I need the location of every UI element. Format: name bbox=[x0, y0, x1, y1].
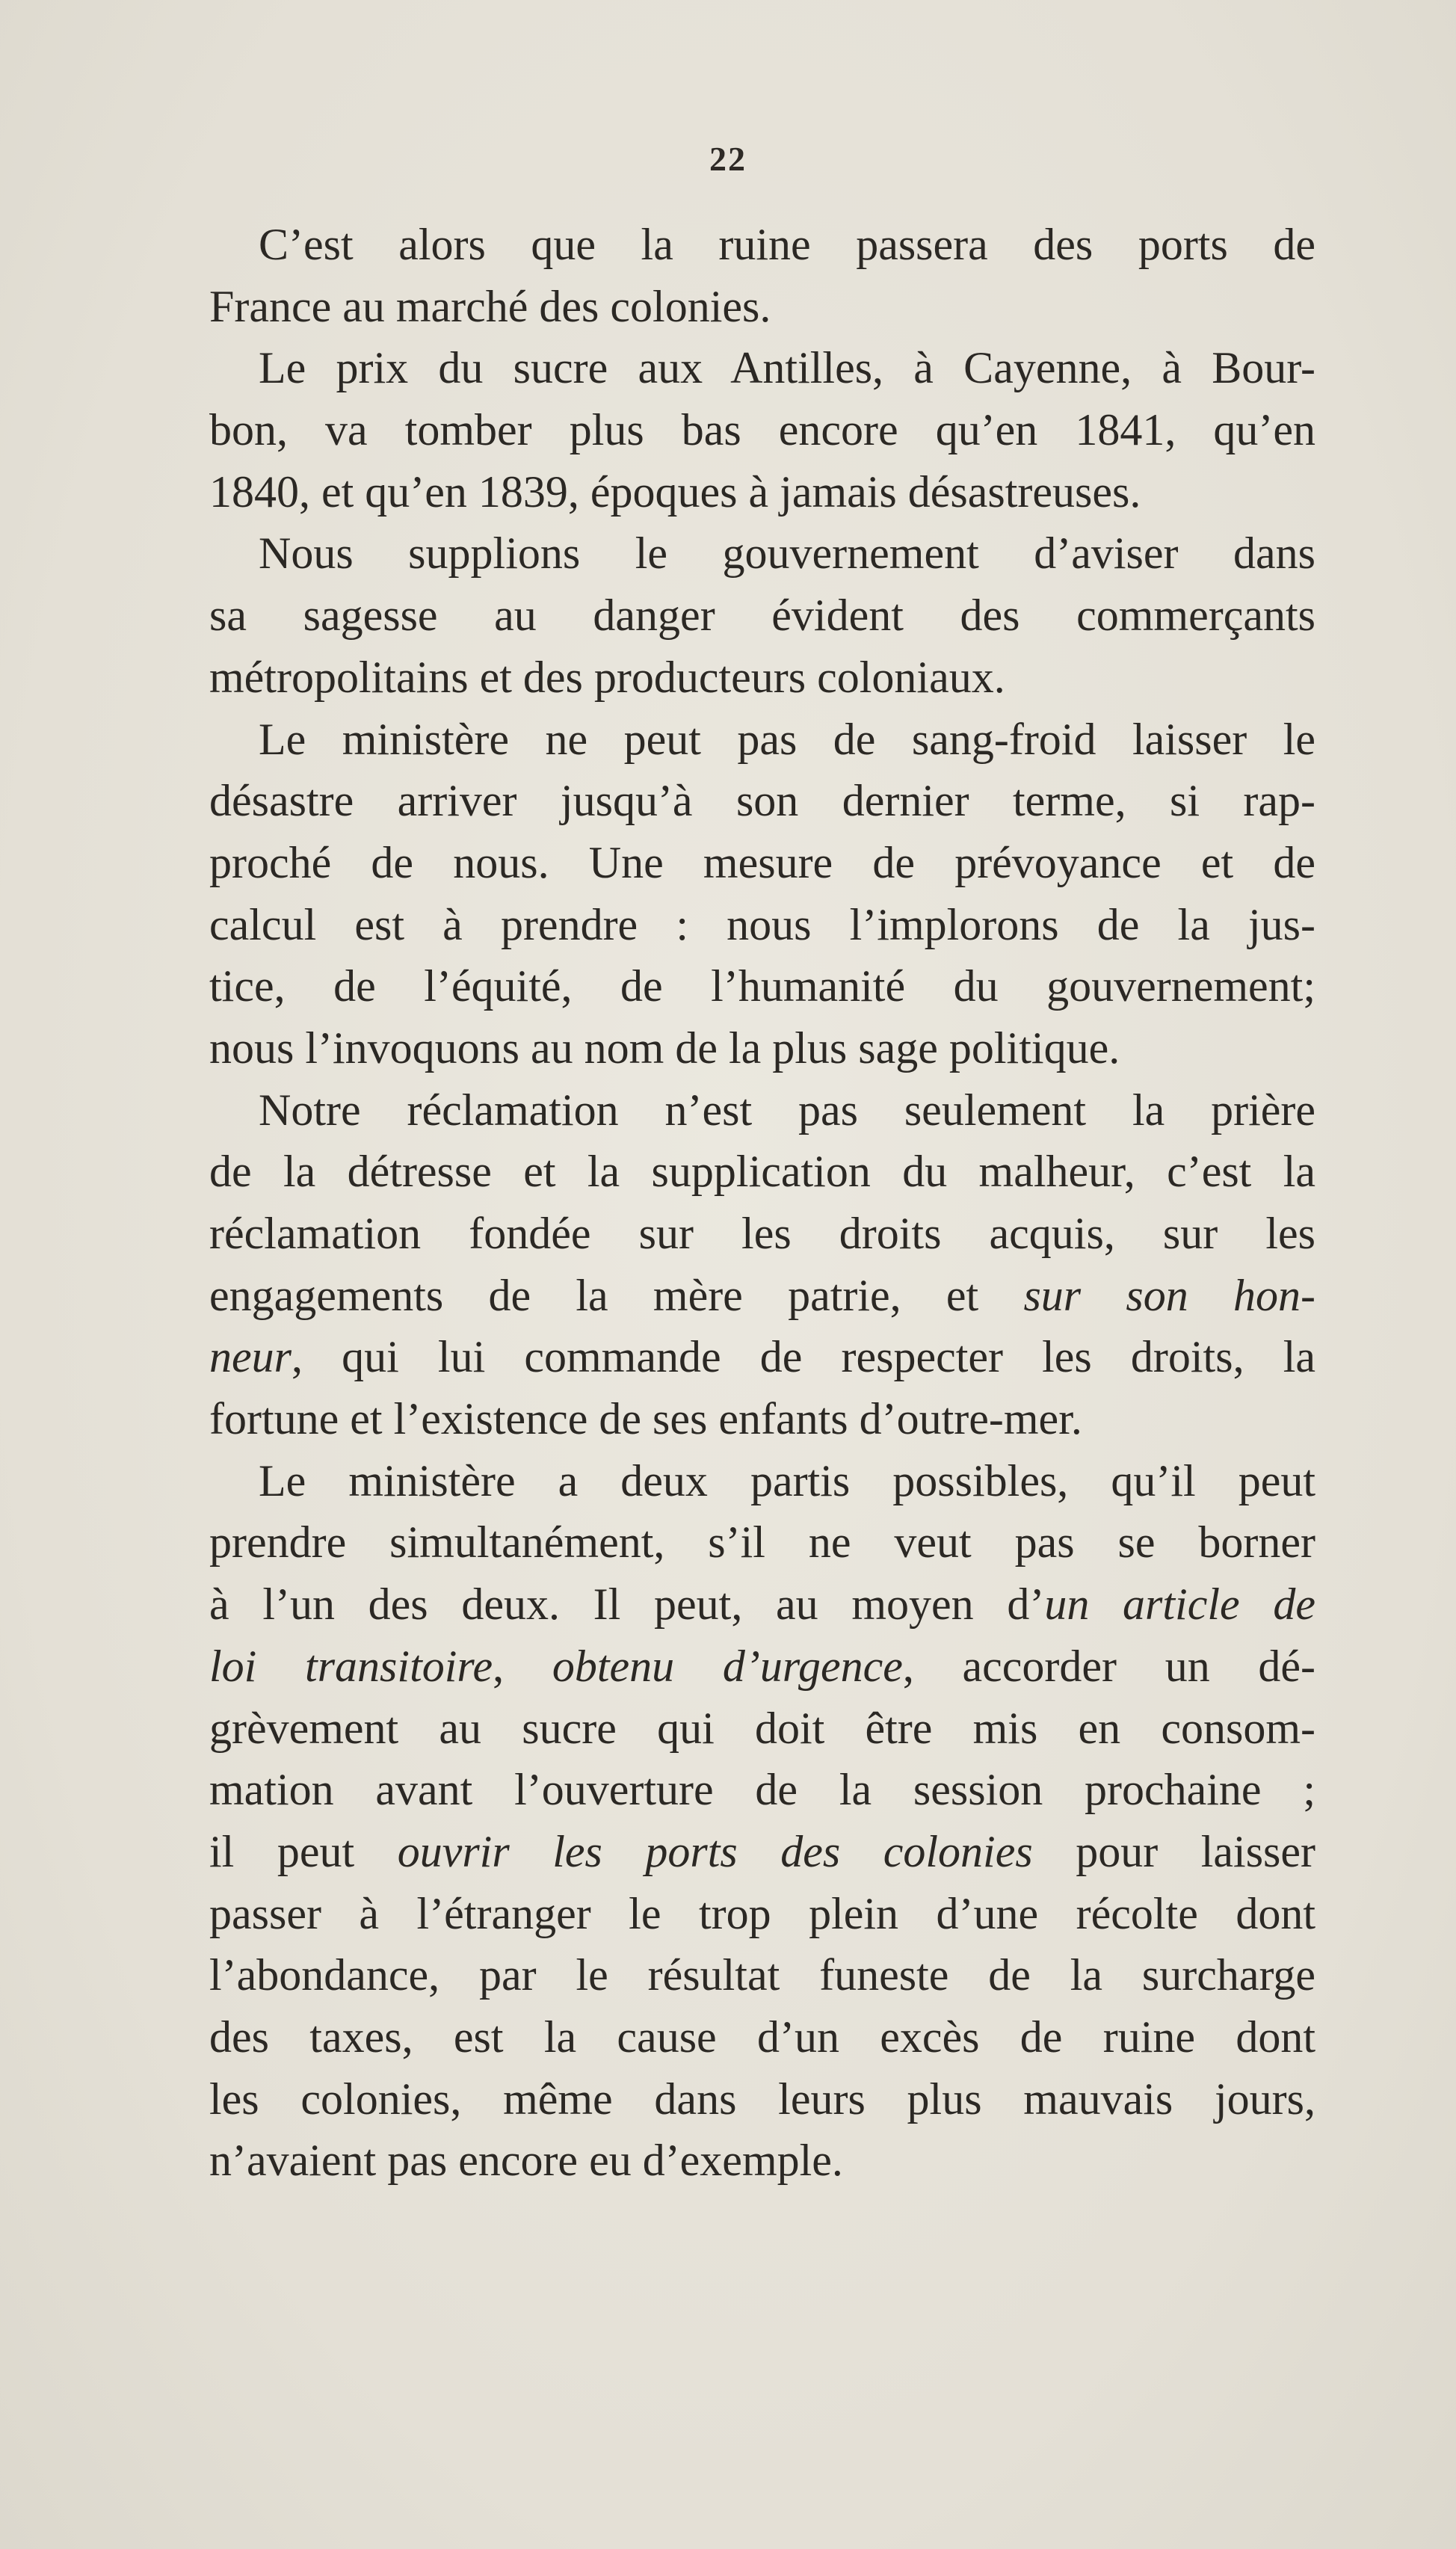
text-segment: métropolitains et des producteurs coloniaux. bbox=[209, 652, 1005, 702]
text-line bbox=[209, 1574, 1315, 1636]
text-segment: grèvement au sucre qui doit être mis en consom- bbox=[209, 1703, 1315, 1753]
text-segment: France au marché des colonies. bbox=[209, 281, 771, 331]
text-line bbox=[209, 894, 1315, 956]
italic-text: ouvrir les ports des colonies bbox=[397, 1826, 1033, 1876]
text-line bbox=[209, 2068, 1315, 2130]
text-segment: nous l’invoquons au nom de la plus sage politique. bbox=[209, 1023, 1120, 1073]
text-line bbox=[209, 1944, 1315, 2006]
italic-text: sur son hon- bbox=[1023, 1270, 1315, 1320]
italic-text: un article de bbox=[1044, 1579, 1315, 1630]
text-line bbox=[209, 1883, 1315, 1945]
page-number: 22 bbox=[709, 140, 747, 178]
text-segment: n’avaient pas encore eu d’exemple. bbox=[209, 2136, 843, 2186]
text-line bbox=[209, 2006, 1315, 2068]
text-line bbox=[209, 1203, 1315, 1265]
text-segment: sa sagesse au danger évident des commerçants bbox=[209, 591, 1315, 641]
text-segment: il peut bbox=[209, 1826, 398, 1876]
text-line bbox=[209, 1017, 1315, 1079]
text-segment: pour laisser bbox=[1032, 1826, 1316, 1876]
text-line bbox=[209, 337, 1315, 399]
italic-text: neur bbox=[209, 1332, 291, 1382]
text-segment: C’est alors que la ruine passera des ports de bbox=[259, 220, 1315, 269]
text-line bbox=[209, 1759, 1315, 1821]
text-line bbox=[209, 1141, 1315, 1203]
text-line bbox=[209, 709, 1315, 771]
text-segment: l’abondance, par le résultat funeste de la surcharge bbox=[209, 1950, 1315, 2000]
text-line bbox=[209, 1326, 1315, 1388]
text-line bbox=[209, 523, 1315, 585]
text-line bbox=[209, 276, 1315, 338]
text-segment: prendre simultanément, s’il ne veut pas se borner bbox=[209, 1517, 1315, 1568]
text-line bbox=[209, 214, 1315, 276]
text-line bbox=[209, 770, 1315, 832]
text-segment: des taxes, est la cause d’un excès de ruine dont bbox=[209, 2012, 1315, 2062]
text-segment: proché de nous. Une mesure de prévoyance et de bbox=[209, 837, 1315, 887]
text-line bbox=[209, 647, 1315, 709]
text-segment: de la détresse et la supplication du malheur, c’est la bbox=[209, 1147, 1315, 1197]
text-segment: calcul est à prendre : nous l’implorons de la jus- bbox=[209, 899, 1315, 949]
text-segment: bon, va tomber plus bas encore qu’en 1841, qu’en bbox=[209, 405, 1315, 455]
text-segment: Notre réclamation n’est pas seulement la prière bbox=[259, 1085, 1315, 1135]
text-segment: , bbox=[493, 1641, 552, 1691]
text-line bbox=[209, 832, 1315, 894]
text-segment: mation avant l’ouverture de la session prochaine ; bbox=[209, 1765, 1315, 1815]
text-segment: fortune et l’existence de ses enfants d’outre-mer. bbox=[209, 1394, 1082, 1444]
text-line bbox=[209, 399, 1315, 461]
text-line bbox=[209, 955, 1315, 1017]
text-line bbox=[209, 461, 1315, 523]
text-line bbox=[209, 1265, 1315, 1327]
text-line bbox=[209, 2130, 1315, 2192]
body-text bbox=[209, 214, 1315, 2192]
text-line bbox=[209, 1636, 1315, 1698]
text-segment: passer à l’étranger le trop plein d’une récolte dont bbox=[209, 1888, 1315, 1938]
text-line bbox=[209, 1821, 1315, 1883]
text-segment: Le ministère ne peut pas de sang-froid laisser le bbox=[259, 714, 1315, 764]
text-line bbox=[209, 1511, 1315, 1574]
text-segment: désastre arriver jusqu’à son dernier terme, si rap- bbox=[209, 776, 1315, 826]
text-segment: , accorder un dé- bbox=[902, 1641, 1315, 1691]
text-segment: réclamation fondée sur les droits acquis, sur les bbox=[209, 1209, 1315, 1258]
text-segment: Nous supplions le gouvernement d’aviser dans bbox=[259, 528, 1315, 579]
text-line bbox=[209, 1698, 1315, 1760]
text-segment: les colonies, même dans leurs plus mauvais jours, bbox=[209, 2074, 1315, 2124]
text-segment: engagements de la mère patrie, et bbox=[209, 1270, 1024, 1320]
italic-text: loi transitoire bbox=[209, 1641, 493, 1691]
text-segment: à l’un des deux. Il peut, au moyen d’ bbox=[209, 1579, 1045, 1630]
text-segment: 1840, et qu’en 1839, époques à jamais désastreuses. bbox=[209, 466, 1141, 517]
text-line bbox=[209, 1388, 1315, 1450]
italic-text: obtenu d’urgence bbox=[552, 1641, 903, 1691]
text-line bbox=[209, 1079, 1315, 1141]
text-segment: Le prix du sucre aux Antilles, à Cayenne, à Bour- bbox=[259, 343, 1315, 393]
text-line bbox=[209, 585, 1315, 647]
text-line bbox=[209, 1450, 1315, 1512]
text-segment: , qui lui commande de respecter les droits, la bbox=[291, 1332, 1315, 1382]
text-segment: tice, de l’équité, de l’humanité du gouvernement; bbox=[209, 961, 1315, 1011]
text-segment: Le ministère a deux partis possibles, qu’il peut bbox=[259, 1455, 1315, 1505]
